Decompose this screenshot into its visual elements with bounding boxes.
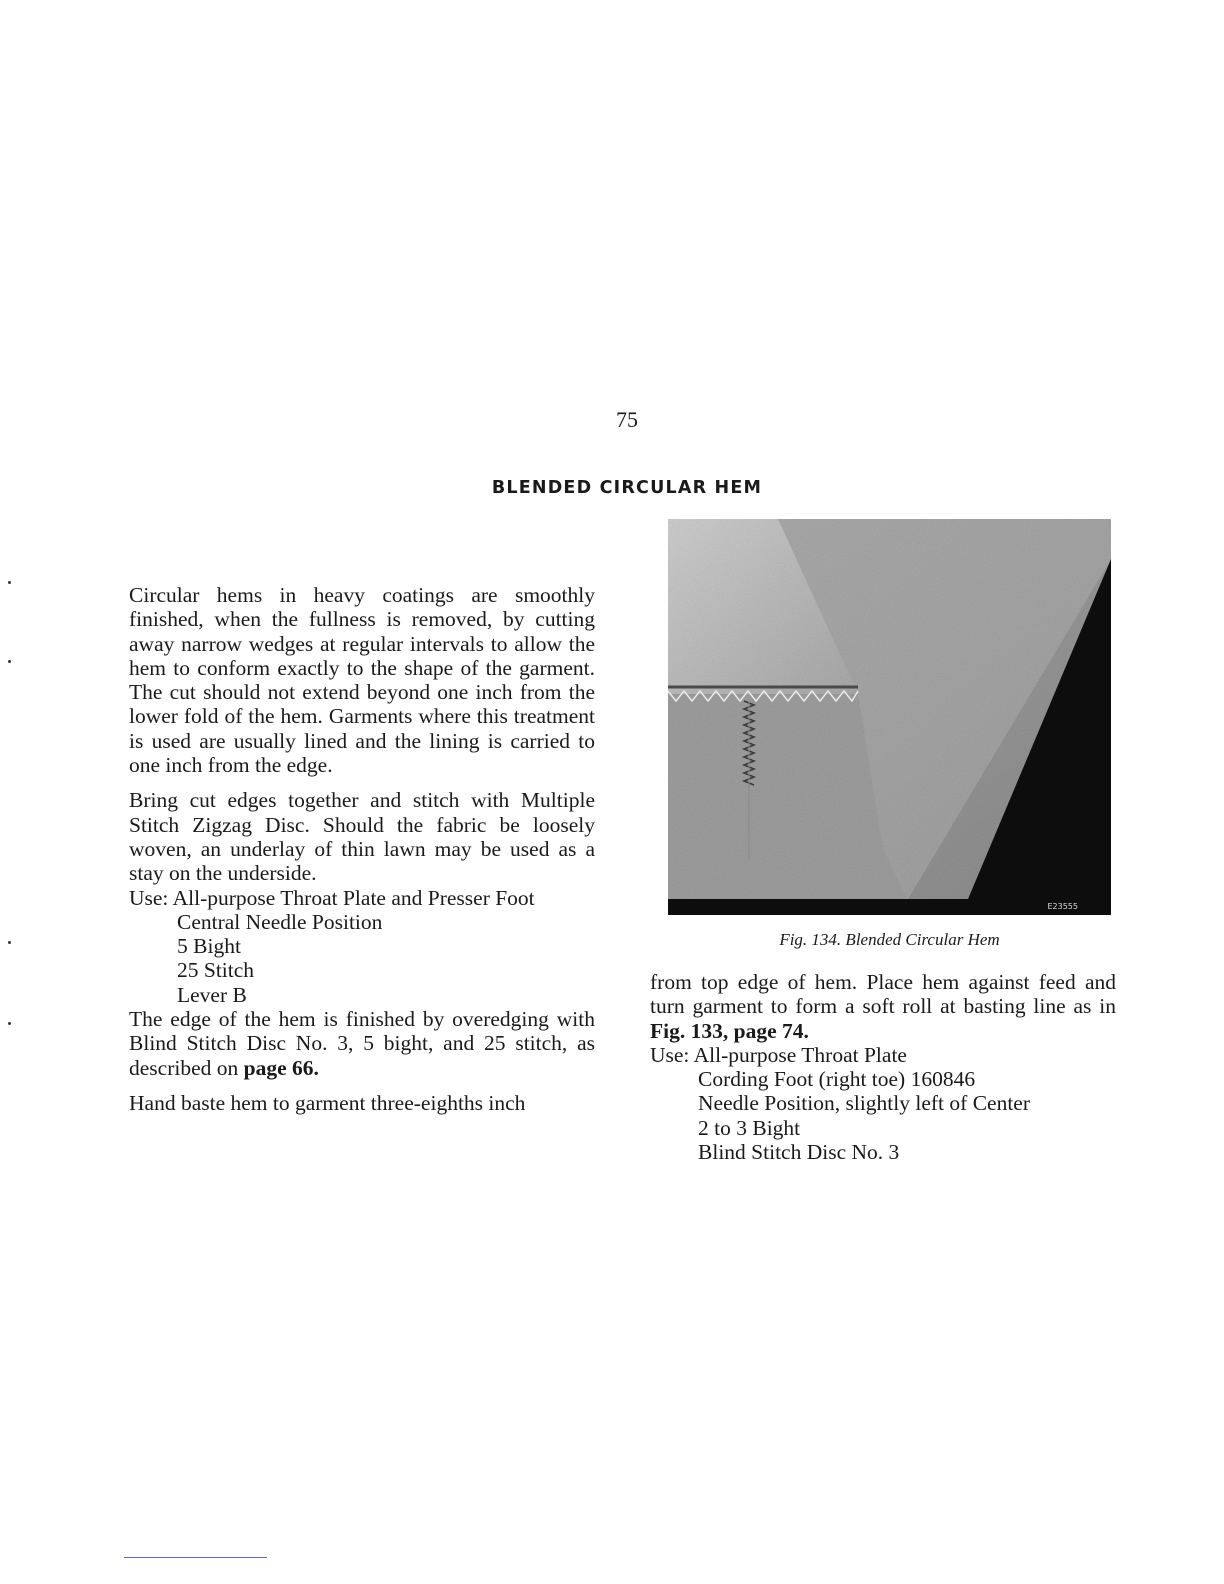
use-line: 2 to 3 Bight [698, 1115, 801, 1140]
use-line: Central Needle Position [177, 909, 383, 934]
footnote-rule [124, 1557, 267, 1558]
use-line: Blind Stitch Disc No. 3 [698, 1140, 900, 1165]
section-title: BLENDED CIRCULAR HEM [491, 478, 763, 498]
edge-finish-text: The edge of the hem is finished by overedging with Blind Stitch Disc No. 3, 5 bight, and 25 stitch, as described on [129, 1007, 595, 1080]
paragraph-edge-finish [129, 1007, 595, 1080]
use-line: Cording Foot (right toe) 160846 [698, 1067, 976, 1092]
paragraph-place-hem [650, 970, 1116, 1043]
right-column [650, 970, 1116, 1164]
scan-mark [8, 660, 11, 663]
use-line: Use: All-purpose Throat Plate and Presser Foot [129, 885, 535, 910]
paragraph-cut-edges: Bring cut edges together and stitch with Multiple Stitch Zigzag Disc. Should the fabric be loosely woven, an underlay of thin lawn may be used as a stay on the underside. [129, 788, 595, 886]
use-list-right [650, 1043, 1116, 1164]
paragraph-hand-baste: Hand baste hem to garment three-eighths inch [129, 1090, 526, 1115]
page-reference: page 66. [243, 1055, 319, 1080]
paragraph-circular-hems: Circular hems in heavy coatings are smoothly finished, when the fullness is removed, by cutting away narrow wedges at regular intervals to allow the hem to conform exactly to the shape of the garment. The cut should not extend beyond one inch from the lower fold of the hem. Garments where this treatment is used are usually lined and the lining is carried to one inch from the edge. [129, 583, 595, 778]
scan-mark [8, 1022, 11, 1025]
figure-caption: Fig. 134. Blended Circular Hem [779, 930, 1000, 949]
scan-mark [8, 581, 11, 584]
photo-bottom-edge [668, 899, 1111, 915]
place-hem-text: from top edge of hem. Place hem against feed and turn garment to form a soft roll at basting line as in [650, 970, 1116, 1019]
figure-blended-circular-hem [668, 519, 1111, 915]
use-line: Needle Position, slightly left of Center [698, 1091, 1031, 1116]
left-column [129, 583, 595, 1115]
figure-reference: Fig. 133, page 74. [650, 1018, 809, 1043]
use-line: Lever B [177, 982, 247, 1007]
use-line: Use: All-purpose Throat Plate [650, 1042, 907, 1067]
hem-photo [668, 519, 1111, 915]
use-line: 5 Bight [177, 934, 241, 959]
photo-code-label: E23555 [1047, 902, 1078, 911]
scan-mark [8, 941, 11, 944]
use-list-left [129, 886, 595, 1007]
page-number: 75 [616, 407, 638, 432]
use-line: 25 Stitch [177, 958, 255, 983]
